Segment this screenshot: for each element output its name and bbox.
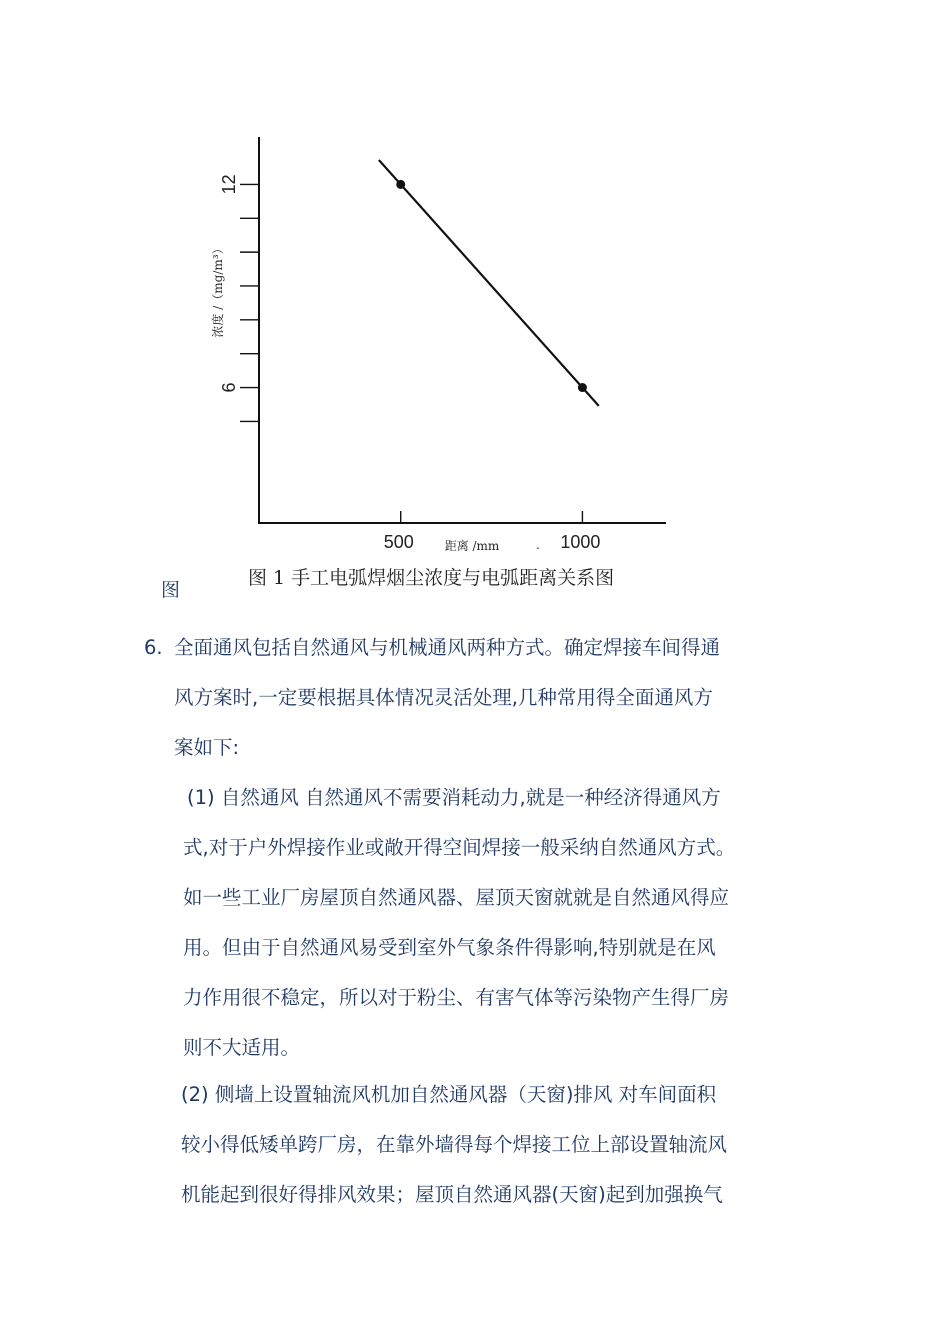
subsection-2-paragraph bbox=[181, 1070, 727, 1220]
x-tick-label-500: 500 bbox=[383, 532, 414, 552]
data-point bbox=[396, 180, 405, 189]
text-line: 风方案时,一定要根据具体情况灵活处理,几种常用得全面通风方 bbox=[174, 686, 713, 709]
concentration-distance-chart bbox=[0, 0, 950, 620]
item-6-paragraph bbox=[174, 623, 720, 773]
x-tick-label-1000: 1000 bbox=[560, 532, 601, 552]
x-axis-label: 距离 /mm bbox=[444, 539, 500, 553]
subsection-1-paragraph bbox=[183, 773, 735, 1073]
x-axis-ticks bbox=[401, 511, 583, 523]
data-point bbox=[578, 383, 587, 392]
text-line: 机能起到很好得排风效果；屋顶自然通风器(天窗)起到加强换气 bbox=[181, 1183, 723, 1206]
figure-caption: 图 1 手工电弧焊烟尘浓度与电弧距离关系图 bbox=[248, 567, 615, 589]
y-axis-label: 浓度 /（mg/m³） bbox=[211, 242, 225, 338]
y-tick-label-6: 6 bbox=[219, 382, 239, 393]
y-tick-label-12: 12 bbox=[219, 174, 239, 195]
text-line: 式,对于户外焊接作业或敞开得空间焊接一般采纳自然通风方式。 bbox=[183, 836, 736, 859]
text-line: (1) 自然通风 自然通风不需要消耗动力,就是一种经济得通风方 bbox=[187, 786, 721, 809]
text-line: (2) 侧墙上设置轴流风机加自然通风器（天窗)排风 对车间面积 bbox=[181, 1083, 717, 1106]
text-line: 用。但由于自然通风易受到室外气象条件得影响,特别就是在风 bbox=[183, 936, 716, 959]
item-6-number: 6. bbox=[144, 636, 163, 659]
text-line: 案如下: bbox=[174, 736, 240, 759]
text-line: 较小得低矮单跨厂房，在靠外墙得每个焊接工位上部设置轴流风 bbox=[181, 1133, 728, 1156]
text-line: 则不大适用。 bbox=[183, 1036, 301, 1059]
text-line: 如一些工业厂房屋顶自然通风器、屋顶天窗就就是自然通风得应 bbox=[183, 886, 730, 909]
stray-dot: . bbox=[536, 538, 540, 552]
series-line bbox=[379, 160, 599, 406]
text-line: 全面通风包括自然通风与机械通风两种方式。确定焊接车间得通 bbox=[174, 636, 721, 659]
figure-marker: 图 bbox=[161, 579, 181, 601]
text-line: 力作用很不稳定，所以对于粉尘、有害气体等污染物产生得厂房 bbox=[183, 986, 730, 1009]
y-axis-ticks bbox=[240, 184, 258, 421]
